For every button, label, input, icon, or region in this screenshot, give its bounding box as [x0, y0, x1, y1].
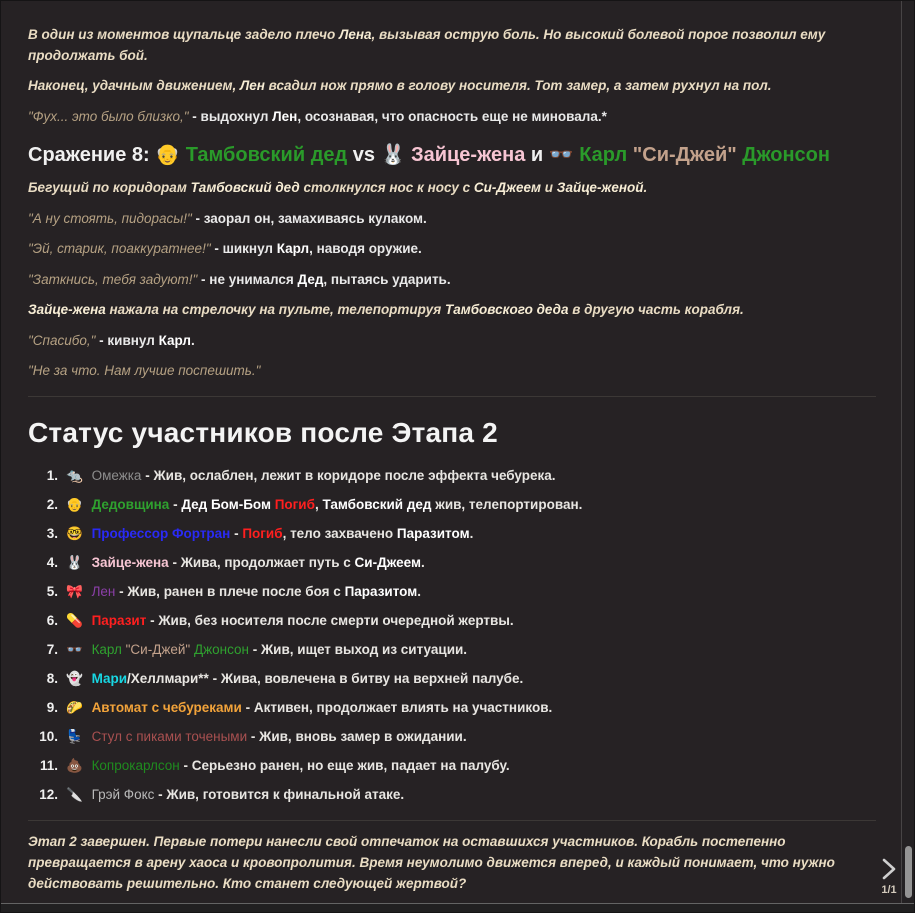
- text-segment: - Жив, без носителя после смерти очередной жертвы.: [146, 613, 514, 628]
- text-segment: Зайце-жена: [91, 555, 169, 570]
- text-segment: жив, телепортирован.: [431, 497, 583, 512]
- text-segment: - Жив, ранен в плече после боя с: [115, 584, 345, 599]
- text-segment: Лена: [339, 26, 372, 42]
- text-segment: нажала на стрелочку на пульте, телепортируя: [105, 302, 445, 317]
- text-segment: - Серьезно ранен, но еще жив, падает на палубу.: [179, 758, 510, 773]
- list-number: 1.: [46, 468, 58, 483]
- text-segment: -: [169, 497, 182, 512]
- text-segment: -: [230, 526, 243, 541]
- text-segment: .: [417, 584, 421, 599]
- text-segment: Погиб: [274, 497, 315, 512]
- text-segment: Мари: [91, 671, 128, 686]
- status-list-item: [28, 756, 876, 776]
- text-segment: Паразитом: [396, 526, 470, 541]
- text-segment: - заорал он, замахиваясь кулаком.: [195, 210, 427, 226]
- list-number: 7.: [46, 642, 58, 657]
- old-man-icon: 👴: [66, 497, 87, 512]
- ribbon-icon: 🎀: [66, 584, 87, 599]
- text-segment: , наводя оружие.: [309, 241, 422, 256]
- text-segment: Зайце-жена: [411, 143, 526, 166]
- text-segment: Этап 2 завершен. Первые потери нанесли свой отпечаток на оставшихся участников. Корабль постепенно превращается в арену хаоса и кровопролития. Время неумолимо движется вперед, и каждый понимает, что нужно действовать решительно. Кто станет следующей жертвой?: [28, 833, 835, 891]
- text-segment: , тело захвачено: [282, 526, 397, 541]
- story-paragraph: [28, 831, 876, 894]
- story-paragraph: [28, 75, 876, 96]
- next-page-icon[interactable]: [880, 858, 898, 880]
- status-list-item: [28, 582, 876, 602]
- text-segment: Профессор Фортран: [91, 526, 231, 541]
- text-segment: Тамбовский дед: [322, 497, 432, 512]
- text-segment: Дед: [297, 271, 324, 287]
- list-item-text: [66, 611, 514, 631]
- list-number: 12.: [39, 787, 58, 802]
- text-segment: "Си-Джей": [632, 143, 737, 166]
- list-number: 9.: [46, 700, 58, 715]
- status-list-item: [28, 553, 876, 573]
- text-segment: Лен: [239, 78, 265, 93]
- poop-icon: 💩: [66, 758, 87, 773]
- status-list-item: [28, 466, 876, 486]
- list-item-text: [66, 582, 421, 602]
- status-list-item: [28, 727, 876, 747]
- nerd-face-icon: 🤓: [66, 526, 87, 541]
- text-segment: - шикнул: [214, 241, 277, 256]
- text-segment: - Жив, вновь замер в ожидании.: [247, 729, 467, 744]
- text-segment: Карл: [91, 642, 126, 657]
- text-segment: Тамбовского деда: [444, 302, 569, 317]
- text-segment: Дед Бом-Бом: [181, 497, 271, 512]
- divider: [28, 820, 876, 821]
- text-segment: Лен: [272, 108, 298, 124]
- list-number: 6.: [46, 613, 58, 628]
- story-paragraph: [28, 106, 876, 127]
- glasses-icon: 👓: [66, 642, 87, 657]
- text-segment: Автомат с чебуреками: [91, 700, 242, 715]
- list-number: 2.: [46, 497, 58, 512]
- list-number: 5.: [46, 584, 58, 599]
- glasses-icon: 👓: [548, 143, 580, 166]
- list-item-text: [66, 524, 473, 544]
- rat-icon: 🐀: [66, 468, 87, 483]
- text-segment: и: [525, 143, 549, 166]
- text-segment: vs: [347, 143, 381, 166]
- list-number: 8.: [46, 671, 58, 686]
- text-segment: и: [541, 180, 557, 195]
- text-segment: Карл: [158, 332, 191, 348]
- text-segment: , пытаясь ударить.: [323, 271, 451, 287]
- text-segment: Си-Джеем: [473, 180, 542, 195]
- page-indicator: 1/1: [881, 884, 897, 896]
- text-segment: В один из моментов щупальце задело плечо: [28, 26, 340, 42]
- story-paragraph: [28, 177, 876, 198]
- list-number: 10.: [39, 729, 58, 744]
- status-heading: Статус участников после Этапа 2: [28, 417, 498, 448]
- list-item-text: [66, 495, 582, 515]
- text-segment: - Жив, ищет выход из ситуации.: [248, 642, 468, 657]
- list-number: 4.: [46, 555, 58, 570]
- text-segment: Зайце-жена: [28, 302, 106, 317]
- text-segment: - Активен, продолжает влиять на участников.: [241, 700, 553, 715]
- battle-heading: [28, 142, 876, 168]
- seat-icon: 💺: [66, 729, 87, 744]
- text-segment: Наконец, удачным движением,: [28, 78, 240, 93]
- story-paragraph: [28, 299, 876, 320]
- text-segment: Тамбовский дед: [190, 180, 300, 195]
- bottom-bar: [1, 903, 914, 912]
- text-segment: "Эй, старик, поаккуратнее!": [28, 241, 215, 256]
- taco-icon: 🌮: [66, 700, 87, 715]
- story-paragraph: [28, 269, 876, 290]
- story-paragraph: [28, 360, 876, 381]
- text-segment: - не унимался: [201, 271, 298, 287]
- text-segment: - Жив, готовится к финальной атаке.: [154, 787, 405, 802]
- text-segment: Зайце-женой: [556, 180, 644, 195]
- text-segment: "Спасибо,": [28, 332, 100, 348]
- text-segment: - кивнул: [99, 332, 159, 348]
- text-segment: Стул с пиками точеными: [91, 729, 248, 744]
- status-list: [28, 466, 876, 805]
- list-item-text: [66, 785, 404, 805]
- text-segment: всадил нож прямо в голову носителя. Тот замер, а затем рухнул на пол.: [264, 78, 772, 93]
- text-segment: - Жива, продолжает путь с: [168, 555, 355, 570]
- status-list-item: [28, 785, 876, 805]
- list-item-text: [66, 640, 467, 660]
- text-segment: .: [643, 180, 648, 195]
- scrollbar-thumb[interactable]: [905, 846, 912, 898]
- list-item-text: [66, 698, 552, 718]
- status-list-item: [28, 669, 876, 689]
- text-segment: - выдохнул: [192, 108, 273, 124]
- list-item-text: [66, 727, 467, 747]
- story-paragraph: [28, 238, 876, 259]
- text-segment: , осознавая, что опасность еще не миновала.*: [297, 108, 607, 124]
- list-number: 11.: [39, 758, 58, 773]
- text-segment: .: [420, 555, 425, 570]
- text-segment: "Заткнись, тебя задуют!": [28, 271, 202, 287]
- text-segment: ,: [314, 497, 323, 512]
- scrollbar-track[interactable]: [901, 1, 914, 904]
- text-segment: .: [469, 526, 474, 541]
- content: [1, 1, 902, 904]
- status-list-item: [28, 611, 876, 631]
- text-segment: Сражение 8:: [28, 143, 156, 166]
- status-list-item: [28, 495, 876, 515]
- story-paragraph: [28, 330, 876, 351]
- rabbit-icon: 🐰: [380, 143, 412, 166]
- story-paragraph: [28, 208, 876, 229]
- text-segment: Дедовщина: [91, 497, 170, 512]
- text-segment: Карл: [276, 241, 310, 256]
- text-segment: , вызывая острую боль. Но высокий болевой порог позволил ему продолжать бой.: [28, 26, 826, 63]
- text-segment: Си-Джеем: [354, 555, 421, 570]
- text-segment: "Не за что. Нам лучше поспешить.": [28, 363, 261, 378]
- text-segment: /Хеллмари** - Жива, вовлечена в битву на верхней палубе.: [127, 671, 524, 686]
- text-segment: Лен: [91, 584, 116, 599]
- knife-icon: 🔪: [66, 787, 87, 802]
- text-segment: столкнулся нос к носу с: [299, 180, 474, 195]
- text-segment: .: [190, 332, 195, 348]
- list-item-text: [66, 669, 523, 689]
- list-item-text: [66, 553, 425, 573]
- divider: [28, 396, 876, 397]
- rabbit-icon: 🐰: [66, 555, 87, 570]
- ghost-icon: 👻: [66, 671, 87, 686]
- old-man-icon: 👴: [155, 143, 186, 166]
- list-item-text: [66, 756, 510, 776]
- list-number: 3.: [46, 526, 58, 541]
- text-segment: "А ну стоять, пидорасы!": [28, 210, 196, 226]
- list-item-text: [66, 466, 556, 486]
- text-segment: Копрокарлсон: [91, 758, 180, 773]
- text-segment: Джонсон: [736, 143, 830, 166]
- text-segment: Тамбовский дед: [185, 143, 348, 166]
- text-segment: Погиб: [242, 526, 283, 541]
- status-list-item: [28, 640, 876, 660]
- text-segment: - Жив, ослаблен, лежит в коридоре после эффекта чебурека.: [141, 468, 556, 483]
- text-segment: Паразитом: [344, 584, 418, 599]
- text-segment: "Си-Джей": [125, 642, 191, 657]
- text-segment: Джонсон: [190, 642, 249, 657]
- epilogue-text: [28, 820, 876, 894]
- text-segment: Грэй Фокс: [91, 787, 155, 802]
- story-text: [28, 24, 876, 398]
- status-list-item: [28, 698, 876, 718]
- story-paragraph: [28, 24, 876, 66]
- pager: [880, 858, 898, 896]
- text-segment: "Фух... это было близко,": [28, 108, 193, 124]
- text-segment: Паразит: [91, 613, 147, 628]
- text-segment: Бегущий по коридорам: [28, 180, 191, 195]
- text-segment: Карл: [579, 143, 633, 166]
- status-list-item: [28, 524, 876, 544]
- pill-icon: 💊: [66, 613, 87, 628]
- text-segment: в другую часть корабля.: [568, 302, 744, 317]
- text-segment: Омежка: [91, 468, 142, 483]
